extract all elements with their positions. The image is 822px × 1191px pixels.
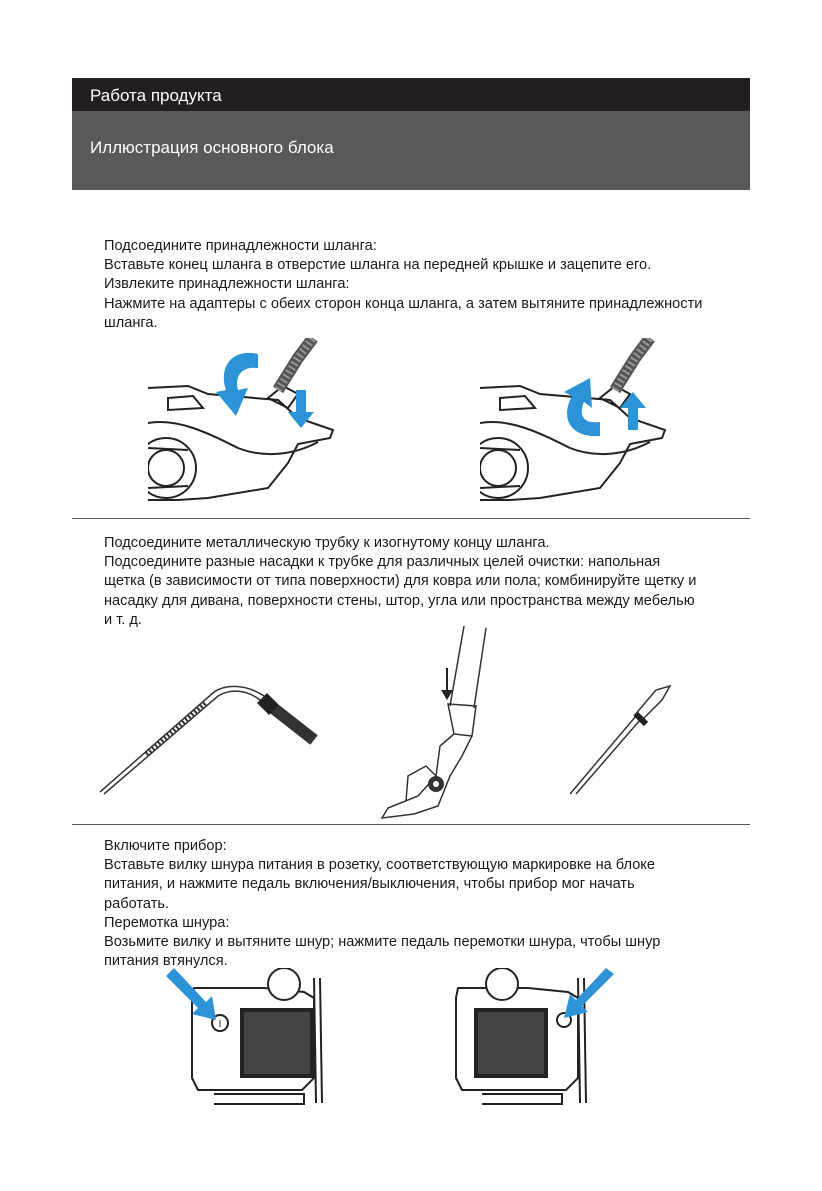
- text-line: Вставьте конец шланга в отверстие шланга на передней крышке и зацепите его.: [104, 257, 652, 274]
- text-line: насадку для дивана, поверхности стены, штор, угла или пространства между мебелью: [104, 592, 695, 609]
- hose-insert-illustration: [148, 338, 338, 504]
- text-line: Извлеките принадлежности шланга:: [104, 276, 350, 293]
- tube-instructions: [104, 534, 754, 630]
- text-line: Нажмите на адаптеры с обеих сторон конца шланга, а затем вытяните принадлежности: [104, 295, 703, 312]
- text-line: шланга.: [104, 314, 158, 331]
- hose-instructions: [104, 237, 754, 333]
- tube-hose-illustration: [96, 680, 318, 798]
- text-line: Возьмите вилку и вытяните шнур; нажмите педаль перемотки шнура, чтобы шнур: [104, 934, 661, 951]
- remove-arrow-icon: [564, 378, 646, 436]
- text-line: Подсоедините принадлежности шланга:: [104, 238, 377, 254]
- text-line: Перемотка шнура:: [104, 914, 230, 931]
- crevice-tool-illustration: [566, 684, 676, 796]
- divider: [72, 518, 750, 519]
- text-line: щетка (в зависимости от типа поверхности) для ковра или пола; комбинируйте щетку и: [104, 573, 697, 590]
- header-subtitle: Иллюстрация основного блока: [90, 138, 334, 157]
- text-line: Подсоедините металлическую трубку к изогнутому концу шланга.: [104, 535, 550, 551]
- floor-brush-illustration: [378, 626, 490, 824]
- svg-text:I: I: [218, 1019, 222, 1030]
- text-line: и т. д.: [104, 611, 142, 628]
- divider: [72, 824, 750, 825]
- section-header: [72, 78, 750, 111]
- text-line: питания, и нажмите педаль включения/выключения, чтобы прибор мог начать: [104, 876, 635, 893]
- hose-remove-illustration: [480, 338, 670, 504]
- power-instructions: [104, 837, 754, 971]
- power-pedal-illustration: [164, 968, 324, 1108]
- cord-rewind-illustration: [452, 968, 618, 1108]
- section-subheader: [72, 111, 750, 190]
- text-line: Включите прибор:: [104, 838, 227, 854]
- text-line: работать.: [104, 895, 170, 912]
- text-line: Вставьте вилку шнура питания в розетку, соответствующую маркировке на блоке: [104, 857, 655, 874]
- header-title: Работа продукта: [90, 86, 222, 105]
- text-line: Подсоедините разные насадки к трубке для различных целей очистки: напольная: [104, 554, 661, 571]
- text-line: питания втянулся.: [104, 953, 228, 970]
